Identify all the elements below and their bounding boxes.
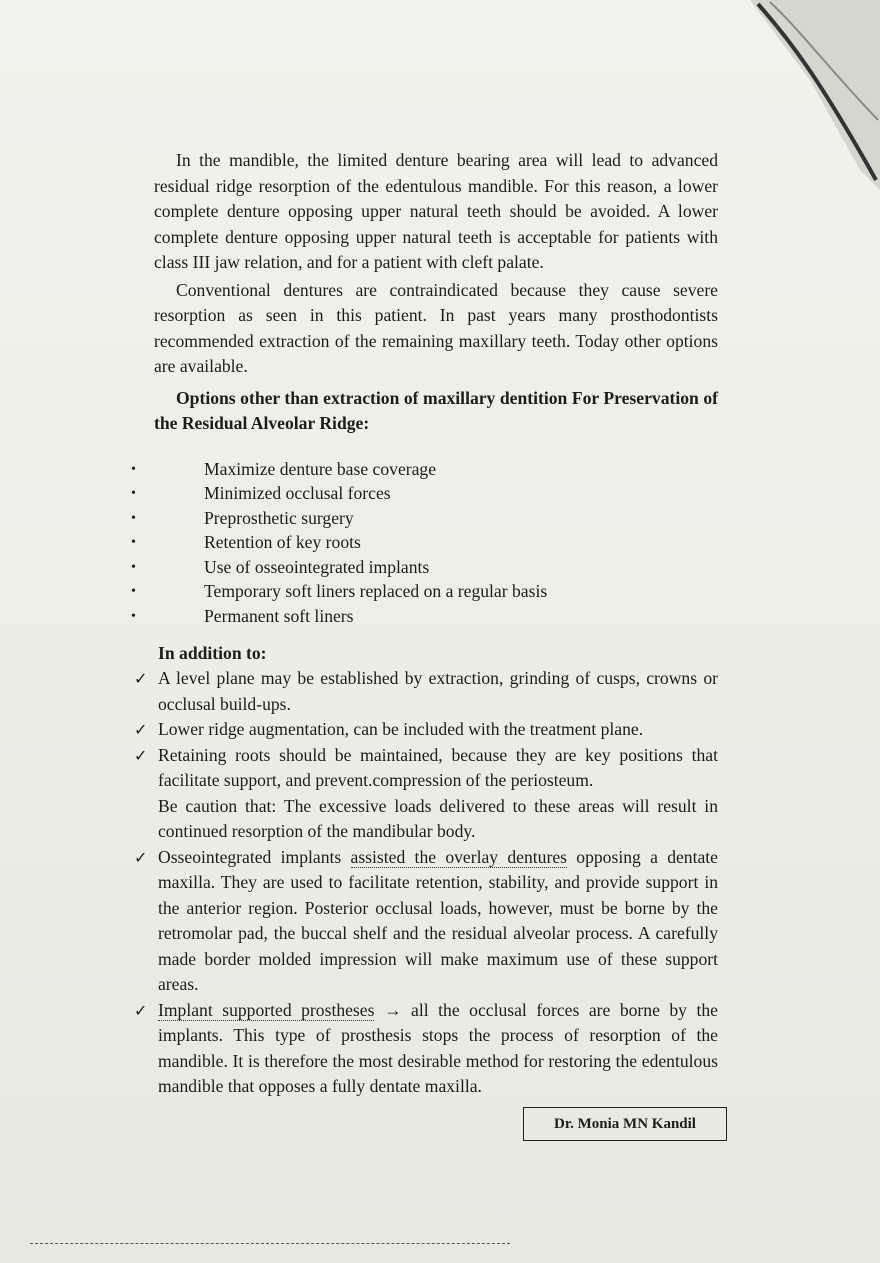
list-item: ✓ Osseointegrated implants assisted the overlay dentures opposing a dentate maxilla. They are used to facilitate retention, stability, and provide support in the anterior region. Posterior occlusal loads, however, must be borne by the retromolar pad, the buccal shelf and the residual alveolar process. A carefully made border molded impression will make maximum use of these support areas.: [134, 846, 718, 995]
paragraph-mandible: In the mandible, the limited denture bearing area will lead to advanced residual ridge resorption of the edentulous mandible. For this reason, a lower complete denture opposing upper natural teeth should be avoided. A lower complete denture opposing upper natural teeth is acceptable for patients with class III jaw relation, and for a patient with cleft palate.: [154, 150, 718, 272]
bullet-icon: •: [131, 584, 136, 600]
options-list: [131, 457, 718, 629]
list-item: • Maximize denture base coverage: [154, 457, 718, 482]
list-item: ✓ A level plane may be established by extraction, grinding of cusps, crowns or occlusal build-ups.: [134, 668, 718, 714]
paragraph-conventional-dentures: Conventional dentures are contraindicated because they cause severe resorption as seen in this patient. In past years many prosthodontists recommended extraction of the remaining maxillary teeth. Today other options are available.: [154, 279, 718, 376]
options-heading: Options other than extraction of maxillary dentition For Preservation of the Residual Alveolar Ridge:: [154, 387, 718, 433]
author-signature-box: Dr. Monia MN Kandil: [523, 1107, 727, 1141]
underlined-phrase: Implant supported prostheses: [158, 999, 375, 1020]
list-item: • Permanent soft liners: [154, 604, 718, 629]
bullet-icon: •: [131, 609, 136, 625]
bullet-icon: •: [131, 461, 136, 477]
list-item: • Preprosthetic surgery: [154, 506, 718, 531]
bullet-icon: •: [131, 510, 136, 526]
page-corner-shadow: [750, 0, 880, 190]
list-item: ✓ Lower ridge augmentation, can be included with the treatment plane.: [154, 717, 718, 743]
addition-heading: In addition to:: [158, 642, 267, 663]
list-item: ✓ Retaining roots should be maintained, because they are key positions that facilitate support, and prevent.compression of the periosteum.: [134, 744, 718, 791]
check-icon: ✓: [134, 720, 148, 740]
list-item: ✓ Implant supported prostheses → all the occlusal forces are borne by the implants. This type of prosthesis stops the process of resorption of the mandible. It is therefore the most desirable method for restoring the edentulous mandible that opposes a fully dentate maxilla.: [134, 999, 718, 1097]
check-icon: ✓: [134, 745, 148, 765]
list-item: • Temporary soft liners replaced on a regular basis: [154, 579, 718, 604]
check-icon: ✓: [134, 1000, 148, 1020]
caution-note: Be caution that: The excessive loads delivered to these areas will result in continued resorption of the mandibular body.: [158, 795, 718, 842]
additions-list: [134, 666, 718, 1100]
check-icon: ✓: [134, 669, 148, 689]
list-item: • Use of osseointegrated implants: [154, 555, 718, 580]
underlined-phrase: assisted the overlay dentures: [350, 846, 567, 867]
check-icon: ✓: [134, 847, 148, 867]
bullet-icon: •: [131, 535, 136, 551]
bullet-icon: •: [131, 486, 136, 502]
list-item: • Minimized occlusal forces: [154, 481, 718, 506]
bottom-divider: [30, 1243, 510, 1244]
list-item: • Retention of key roots: [154, 530, 718, 555]
document-body: [131, 148, 718, 1100]
bullet-icon: •: [131, 559, 136, 575]
